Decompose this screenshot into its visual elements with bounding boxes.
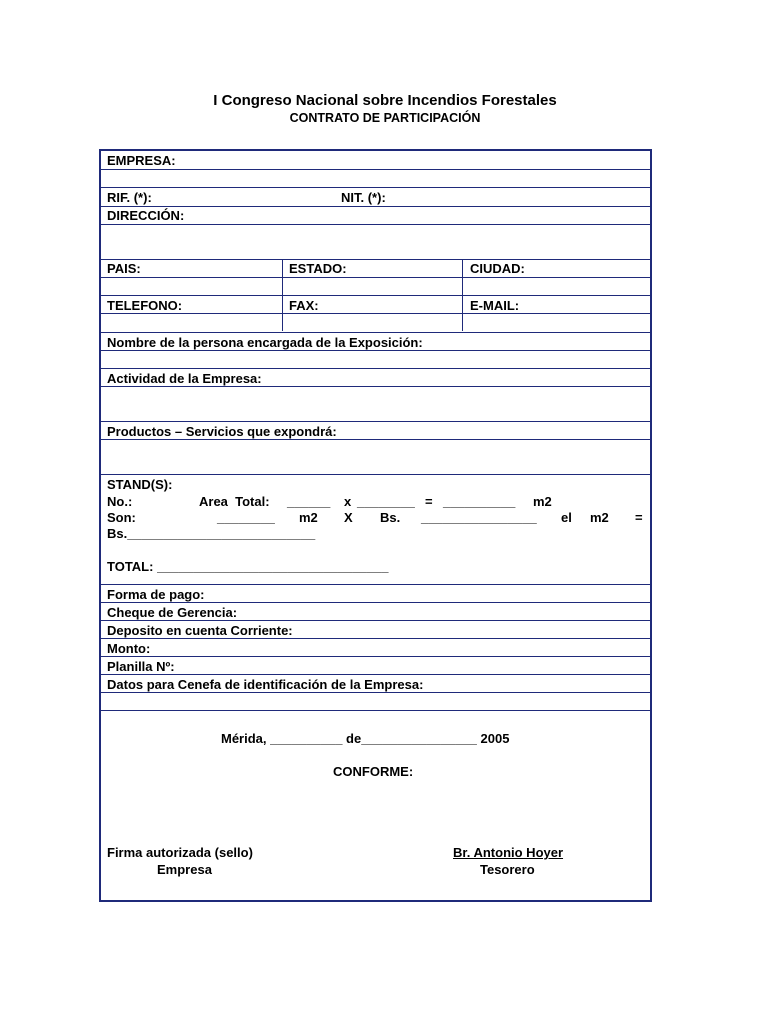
row-divider — [101, 474, 650, 475]
row-divider — [101, 350, 650, 351]
participation-form — [99, 149, 652, 902]
row-divider — [101, 638, 650, 639]
row-divider — [101, 206, 650, 207]
products-label: Productos – Servicios que expondrá: — [107, 424, 337, 439]
ciudad-label: CIUDAD: — [470, 261, 525, 276]
authorized-signature-label: Firma autorizada (sello) — [107, 845, 253, 860]
m2-unit: m2 — [299, 510, 318, 525]
activity-label: Actividad de la Empresa: — [107, 371, 262, 386]
bs-total-line: Bs.__________________________ — [107, 526, 316, 541]
row-divider — [101, 169, 650, 170]
estado-label: ESTADO: — [289, 261, 347, 276]
row-divider — [101, 259, 650, 260]
column-divider — [462, 259, 463, 331]
signature-company-label: Empresa — [157, 862, 212, 877]
deposito-label: Deposito en cuenta Corriente: — [107, 623, 293, 638]
times-symbol: X — [344, 510, 353, 525]
cheque-label: Cheque de Gerencia: — [107, 605, 238, 620]
m2-unit: m2 — [533, 494, 552, 509]
row-divider — [101, 368, 650, 369]
row-divider — [101, 656, 650, 657]
son-label: Son: — [107, 510, 136, 525]
contact-person-label: Nombre de la persona encargada de la Exposición: — [107, 335, 423, 350]
dimension-blank: ________ — [357, 494, 415, 509]
telefono-label: TELEFONO: — [107, 298, 183, 313]
cenefa-label: Datos para Cenefa de identificación de la Empresa: — [107, 677, 424, 692]
place-date-line: Mérida, __________ de________________ 2005 — [221, 731, 510, 746]
fax-label: FAX: — [289, 298, 319, 313]
signer-name: Br. Antonio Hoyer — [453, 845, 564, 860]
direccion-label: DIRECCIÓN: — [107, 208, 185, 223]
row-divider — [101, 187, 650, 188]
row-divider — [101, 584, 650, 585]
row-divider — [101, 602, 650, 603]
row-divider — [101, 439, 650, 440]
page-title: I Congreso Nacional sobre Incendios Forestales — [213, 92, 557, 109]
price-blank: ________________ — [421, 510, 537, 525]
row-divider — [101, 692, 650, 693]
email-label: E-MAIL: — [470, 298, 520, 313]
row-divider — [101, 277, 650, 278]
pais-label: PAIS: — [107, 261, 141, 276]
row-divider — [101, 421, 650, 422]
nit-label: NIT. (*): — [341, 190, 386, 205]
rif-label: RIF. (*): — [107, 190, 152, 205]
row-divider — [101, 386, 650, 387]
equals-symbol: = — [425, 494, 433, 509]
row-divider — [101, 295, 650, 296]
planilla-label: Planilla Nº: — [107, 659, 175, 674]
area-total-label: Area Total: — [199, 494, 270, 509]
row-divider — [101, 674, 650, 675]
son-blank: ________ — [217, 510, 275, 525]
result-blank: __________ — [443, 494, 516, 509]
el-label: el — [561, 510, 572, 525]
row-divider — [101, 313, 650, 314]
monto-label: Monto: — [107, 641, 151, 656]
stand-no-label: No.: — [107, 494, 133, 509]
m2-unit: m2 — [590, 510, 609, 525]
bs-label: Bs. — [380, 510, 401, 525]
area-blank: ______ — [287, 494, 331, 509]
column-divider — [282, 259, 283, 331]
stands-heading: STAND(S): — [107, 477, 173, 492]
total-line: TOTAL: ________________________________ — [107, 559, 389, 574]
row-divider — [101, 332, 650, 333]
payment-form-label: Forma de pago: — [107, 587, 205, 602]
empresa-label: EMPRESA: — [107, 153, 176, 168]
conforme-label: CONFORME: — [333, 764, 414, 779]
row-divider — [101, 224, 650, 225]
row-divider — [101, 620, 650, 621]
signer-role: Tesorero — [480, 862, 535, 877]
times-symbol: x — [344, 494, 352, 509]
equals-symbol: = — [635, 510, 643, 525]
row-divider — [101, 710, 650, 711]
page-subtitle: CONTRATO DE PARTICIPACIÓN — [289, 111, 481, 125]
